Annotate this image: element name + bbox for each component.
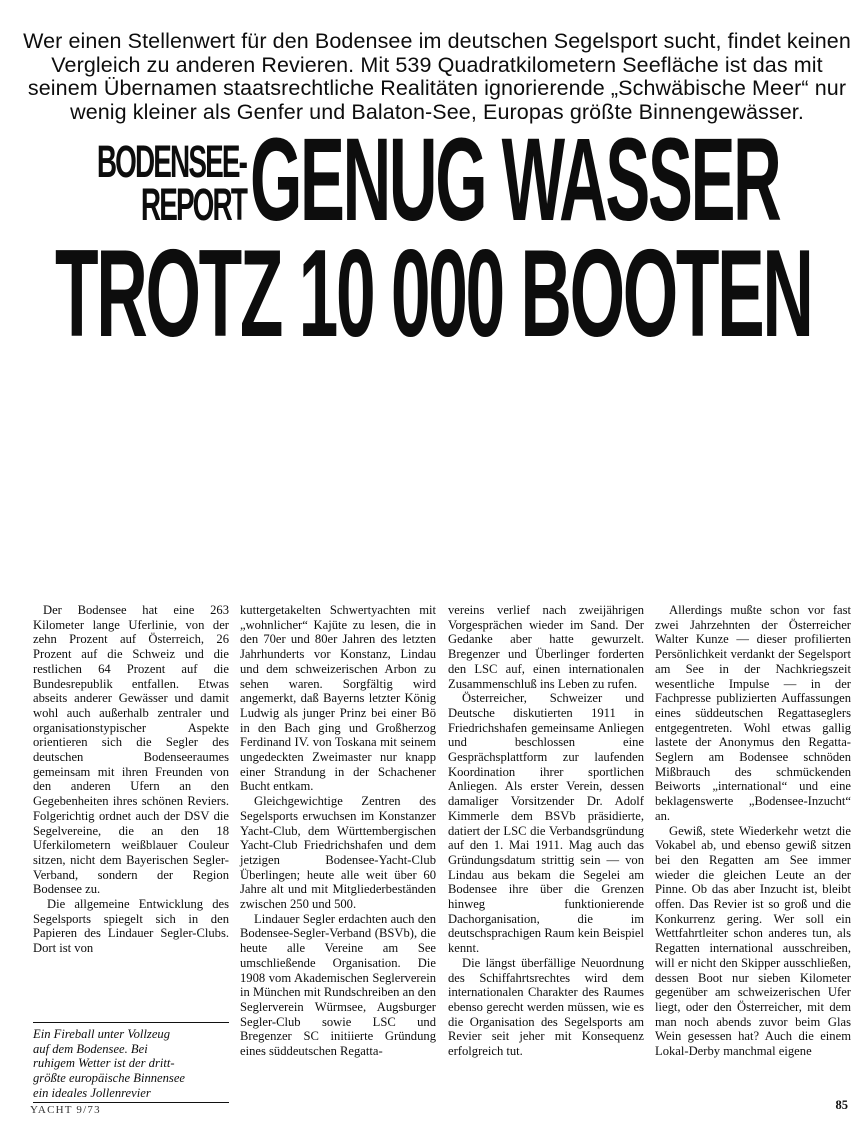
article-column-1	[33, 603, 229, 956]
section-kicker	[50, 136, 247, 230]
headline-line-2: TROTZ 10 000 BOOTEN	[55, 225, 812, 363]
column-3-paragraph-1: vereins verlief nach zweijährigen Vorgesprächen wieder im Sand. Der Gedanke aber hatte gewurzelt. Bregenzer und Überlinger forderten den LSC auf, einen internationalen Zusammenschluß ins Leben zu rufen.	[448, 603, 644, 691]
magazine-issue: YACHT 9/73	[30, 1104, 101, 1116]
headline-line-1: GENUG WASSER	[250, 114, 780, 246]
article-column-2	[240, 603, 436, 1059]
column-4-paragraph-1: Allerdings mußte schon vor fast zwei Jahrzehnten der Österreicher Walter Kunze — dieser profilierten Persönlichkeit verdankt der Segelsport am See in der Nachkriegszeit wesentliche Impulse — in der Fachpresse publizierten Auffassungen eines süddeutschen Regattaseglers entgegentreten. Wohl etwas gallig lastete der Anonymus den Regatta-Seglern am Bodensee schnöden Mißbrauch des schmückenden Beiworts „international“ und eine beklagenswerte „Bodensee-Inzucht“ an.	[655, 603, 851, 823]
article-column-4	[655, 603, 851, 1059]
column-1-paragraph-1: Der Bodensee hat eine 263 Kilometer lange Uferlinie, von der zehn Prozent auf Österreich, 26 Prozent auf die Schweiz und die restlichen 64 Prozent auf die Bundesrepublik entfallen. Etwas abseits anderer Gewässer und damit wohl auch außerhalb zentraler und organisationstypischer Aspekte orientieren sich die Segler des deutschen Bodenseeraumes gemeinsam mit ihren Freunden von den anderen Ufern an den Gegebenheiten ihres schönen Reviers. Folgerichtig ordnet auch der DSV die Segelvereine, die an den 18 Uferkilometern weißblauer Couleur sitzen, nicht dem Bayerischen Segler-Verband, sondern der Region Bodensee zu.	[33, 603, 229, 897]
caption-top-rule	[33, 1022, 229, 1023]
intro-paragraph: Wer einen Stellenwert für den Bodensee im deutschen Segelsport sucht, findet keinen Vergleich zu anderen Revieren. Mit 539 Quadratkilometern Seefläche ist das mit seinem Übernamen staatsrechtliche Realitäten ignorierende „Schwäbische Meer“ nur wenig kleiner als Genfer und Balaton-See, Europas größte Binnengewässer.	[23, 29, 851, 124]
caption-line: auf dem Bodensee. Bei	[33, 1041, 148, 1056]
kicker-line-1: BODENSEE-	[96, 136, 247, 187]
article-column-3	[448, 603, 644, 1059]
column-2-paragraph-2: Gleichgewichtige Zentren des Segelsports erwuchsen im Konstanzer Yacht-Club, dem Württembergischen Yacht-Club Friedrichshafen und dem jetzigen Bodensee-Yacht-Club Überlingen; heute alle weit über 60 Jahre alt und mit Mitgliederbeständen zwischen 250 und 500.	[240, 794, 436, 912]
column-3-paragraph-3: Die längst überfällige Neuordnung des Schiffahrtsrechtes wird dem internationalen Charakter des Raumes ebenso gerecht werden müssen, wie es die Organisation des Segelsports am Revier seit jeher mit Konsequenz erfolgreich tut.	[448, 955, 644, 1059]
caption-line: größte europäische Binnensee	[33, 1071, 186, 1086]
caption-line: Ein Fireball unter Vollzeug	[33, 1027, 170, 1041]
column-2-paragraph-3: Lindauer Segler erdachten auch den Bodensee-Segler-Verband (BSVb), die heute alle Vereine am See umschließende Organisation. Die 1908 vom Akademischen Seglerverein in München mit Rundschreiben an den Seglerverein Würmsee, Augsburger Segler-Club sowie LSC und Bregenzer SC initiierte Gründung eines süddeutschen Regatta-	[240, 911, 436, 1059]
column-1-paragraph-2: Die allgemeine Entwicklung des Segelsports spiegelt sich in den Papieren des Lindauer Segler-Clubs. Dort ist von	[33, 897, 229, 956]
column-4-paragraph-2: Gewiß, stete Wiederkehr wetzt die Vokabel ab, und ebenso gewiß sitzen bei den Regatten am See immer wieder die gleichen Leute an der Pinne. Ob das aber Inzucht ist, bleibt offen. Das Revier ist so groß und die Konkurrenz gering. Wer soll ein Wettfahrtleiter schon anderes tun, als Regatten international ausschreiben, will er nicht den Skipper ausschließen, dessen Boot nur sieben Kilometer gegenüber am schweizerischen Ufer liegt, oder den Österreicher, mit dem man noch abends zuvor beim Glas Wein gesessen hat? Auch die einem Lokal-Derby manchmal eigene	[655, 823, 851, 1059]
photo-caption	[33, 1027, 229, 1103]
caption-line: ein ideales Jollenrevier	[33, 1086, 229, 1103]
caption-line: ruhigem Wetter ist der dritt-	[33, 1056, 175, 1071]
kicker-line-2: REPORT	[140, 179, 246, 230]
column-2-paragraph-1: kuttergetakelten Schwertyachten mit „wohnlicher“ Kajüte zu lesen, die in den 70er und 80er Jahren des letzten Jahrhunderts vor Konstanz, Lindau und dem schweizerischen Arbon zu sehen waren. Sorgfältig wird angemerkt, daß Bayerns letzter König Ludwig als junger Prinz bei einer Bö in den Bach ging und Großherzog Ferdinand IV. von Toskana mit seinem ungedeckten Zweimaster nur knapp einer Strandung in der Schachener Bucht entkam.	[240, 603, 436, 794]
column-3-paragraph-2: Österreicher, Schweizer und Deutsche diskutierten 1911 in Friedrichshafen gemeinsame Anliegen und beschlossen eine Gesprächsplattform zur laufenden Koordination ihrer sportlichen Anliegen. Als erster Verein, dessen damaliger Vorsitzender Dr. Adolf Kimmerle dem BSVb präsidierte, datiert der LSC die Verbandsgründung auf den 1. Mai 1911. Mag auch das Gründungsdatum strittig sein — von Lindau aus bekam die Segelei am Bodensee ihre über die Grenzen hinweg funktionierende Dachorganisation, die im deutschsprachigen Raum kein Beispiel kennt.	[448, 691, 644, 956]
page-number: 85	[835, 1098, 848, 1112]
